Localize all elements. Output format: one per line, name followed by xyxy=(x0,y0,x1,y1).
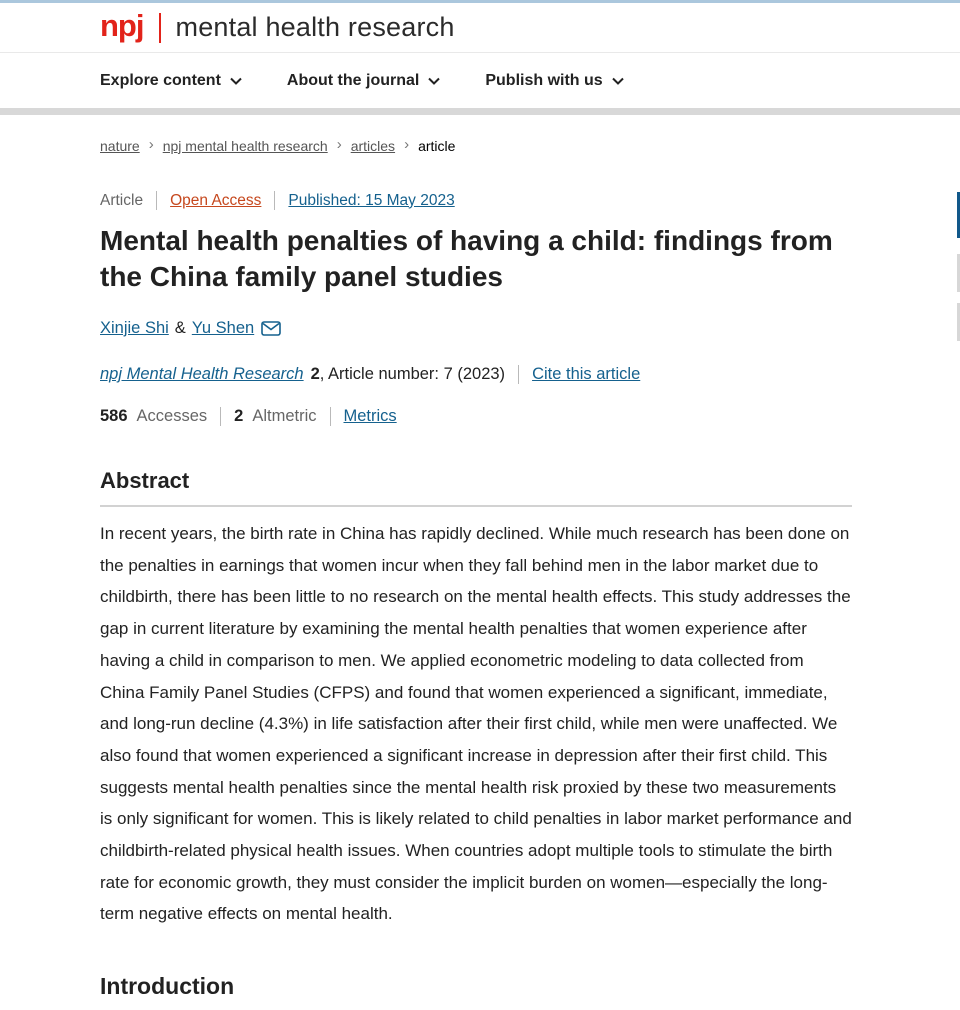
logo-divider xyxy=(159,13,161,43)
journal-citation-line xyxy=(100,365,852,384)
meta-divider xyxy=(156,191,157,210)
chevron-right-icon: › xyxy=(148,136,154,153)
section-divider-band xyxy=(0,108,960,115)
author-separator: & xyxy=(174,319,186,337)
cite-this-article-link[interactable]: Cite this article xyxy=(532,365,641,383)
npj-logo-text: npj xyxy=(100,8,144,43)
article-metrics-row xyxy=(100,407,852,426)
breadcrumb xyxy=(0,115,960,154)
nav-item-label: About the journal xyxy=(286,71,420,89)
meta-divider xyxy=(274,191,275,210)
chevron-down-icon xyxy=(612,77,624,85)
accesses-label: Accesses xyxy=(136,407,208,425)
nav-explore-content[interactable] xyxy=(100,72,242,90)
article-meta-row xyxy=(100,191,852,210)
nav-about-journal[interactable] xyxy=(287,72,440,90)
author-list xyxy=(100,319,852,338)
chevron-right-icon: › xyxy=(336,136,342,153)
abstract-heading: Abstract xyxy=(100,468,190,493)
breadcrumb-current-article: article xyxy=(418,137,456,154)
chevron-down-icon xyxy=(230,77,242,85)
abstract-text: In recent years, the birth rate in China has rapidly declined. While much research has been done on the penalties in earnings that women incur when they fall behind men in the labor market due to childbirth, there has been little to no research on the mental health effects. This study addresses the gap in current literature by examining the mental health penalties that women experience after having a child in comparison to men. We applied econometric modeling to data collected from China Family Panel Studies (CFPS) and found that women experienced a significant, immediate, and long-run decline (4.3%) in life satisfaction after their first child, while men were unaffected. We also found that women experienced a significant increase in depression after their first child. This suggests mental health penalties since the mental health risk proxied by these two measurements is only significant for women. This is likely related to child penalties in labor market performance and childbirth-related physical health issues. When countries adopt multiple tools to stimulate the birth rate for economic growth, they must consider the implicit burden on women—especially the long-term negative effects on mental health. xyxy=(100,524,852,924)
main-nav xyxy=(0,53,960,108)
breadcrumb-link-journal[interactable]: npj mental health research xyxy=(162,137,328,154)
breadcrumb-link-nature[interactable]: nature xyxy=(100,137,140,154)
abstract-divider-rule xyxy=(100,505,852,507)
nav-item-label: Explore content xyxy=(100,71,221,89)
published-date-link[interactable]: Published: 15 May 2023 xyxy=(288,191,455,209)
altmetric-count: 2 xyxy=(234,407,244,425)
chevron-right-icon: › xyxy=(404,136,410,153)
site-header xyxy=(0,3,960,53)
author-link-yu-shen[interactable]: Yu Shen xyxy=(191,319,255,337)
article-title: Mental health penalties of having a child: findings from the China family panel studies xyxy=(100,225,833,292)
envelope-icon[interactable] xyxy=(261,321,281,336)
journal-name-logo: mental health research xyxy=(175,12,455,42)
journal-logo[interactable] xyxy=(100,10,455,45)
meta-divider xyxy=(220,407,221,426)
meta-divider xyxy=(330,407,331,426)
meta-divider xyxy=(518,365,519,384)
altmetric-label: Altmetric xyxy=(252,407,317,425)
article-type-label: Article xyxy=(100,191,144,209)
journal-link[interactable]: npj Mental Health Research xyxy=(100,365,304,383)
chevron-down-icon xyxy=(428,77,440,85)
article-main xyxy=(0,191,960,1000)
article-number-text: , Article number: 7 (2023) xyxy=(319,365,506,383)
breadcrumb-link-articles[interactable]: articles xyxy=(350,137,396,154)
journal-volume: 2 xyxy=(310,365,320,383)
accesses-count: 586 xyxy=(100,407,128,425)
metrics-link[interactable]: Metrics xyxy=(343,407,397,425)
nav-publish-with-us[interactable] xyxy=(485,72,623,90)
author-link-xinjie-shi[interactable]: Xinjie Shi xyxy=(100,319,169,337)
open-access-link[interactable]: Open Access xyxy=(170,191,262,209)
abstract-section xyxy=(100,468,852,930)
nav-item-label: Publish with us xyxy=(485,71,603,89)
introduction-heading: Introduction xyxy=(100,973,235,1000)
